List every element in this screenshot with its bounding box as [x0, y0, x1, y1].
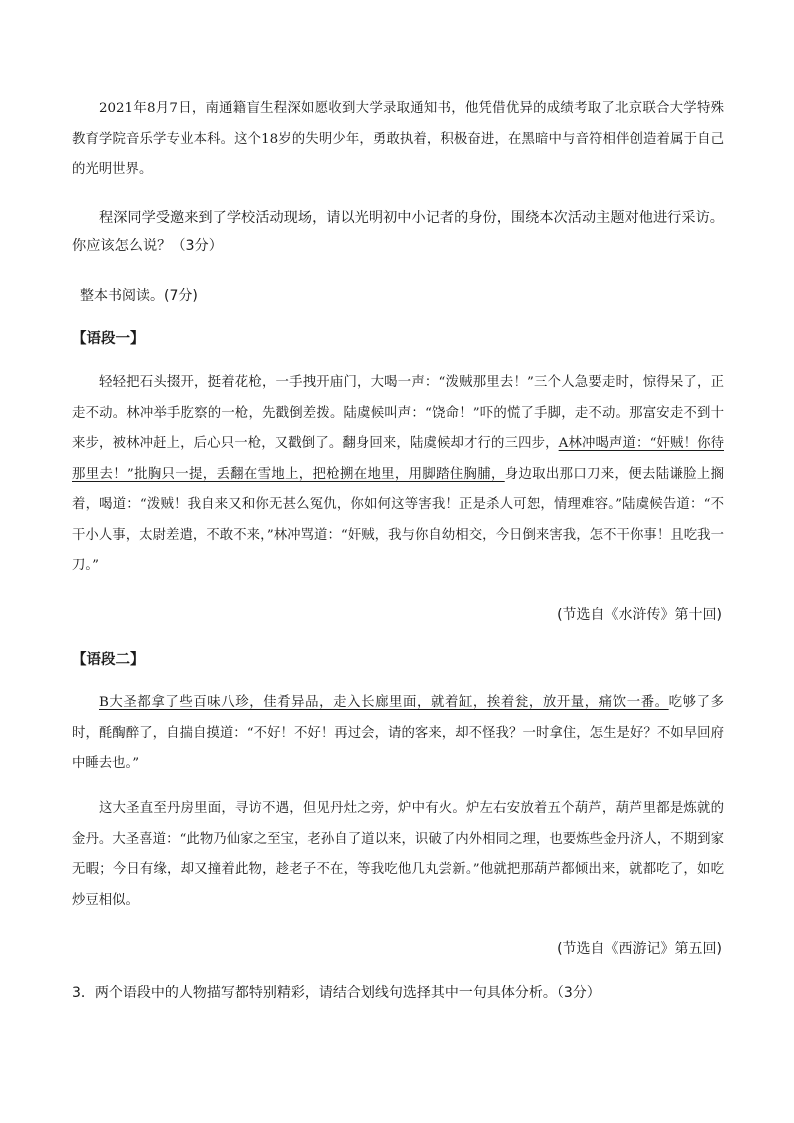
section2-paragraph-2: 这大圣直至丹房里面，寻访不遇，但见丹灶之旁，炉中有火。炉左右安放着五个葫芦，葫芦里都是炼就的金丹。大圣喜道：“此物乃仙家之至宝，老孙自了道以来，识破了内外相同之理，也要炼些金丹济人，不期到家无暇；今日有缘，却又撞着此物，趁老子不在，等我吃他几丸尝新。”他就把那葫芦都倾出来，就都吃了，如吃炒豆相似。 — [72, 801, 724, 908]
underlined-sentence-a: A林冲喝声道：“奸贼！你待那里去！”批胸只一提，丢翻在雪地上，把枪搠在地里，用脚踏住胸脯， — [72, 436, 724, 482]
section1-text-before: 轻轻把石头掇开，挺着花枪，一手拽开庙门，大喝一声：“泼贼那里去！”三个人急要走时，惊得呆了，正走不动。林冲举手肐察的一枪，先戳倒差拨。陆虞候叫声：“饶命！”吓的慌了手脚，走不动。那富安走不到十来步，被林冲赶上，后心只一枪，又戳倒了。翻身回来，陆虞候却才行的三四步， — [72, 375, 724, 451]
section2-source: (节选自《西游记》第五回) — [557, 941, 722, 957]
section2-text-after: 吃够了多时，酕醄醉了，自揣自摸道：“不好！不好！再过会，请的客来，却不怪我？一时拿住，怎生是好？不如早回府中睡去也。” — [72, 695, 725, 771]
intro-paragraph: 2021年8月7日，南通籍盲生程深如愿收到大学录取通知书，他凭借优异的成绩考取了北京联合大学特殊教育学院音乐学专业本科。这个18岁的失明少年，勇敢执着，积极奋进，在黑暗中与音符相伴创造着属于自己的光明世界。 — [72, 101, 724, 177]
section1-source: (节选自《水浒传》第十回) — [557, 607, 722, 623]
question-3: 3．两个语段中的人物描写都特别精彩，请结合划线句选择其中一句具体分析。（3分） — [72, 985, 601, 1001]
whole-book-reading-title: 整本书阅读。(7分) — [80, 288, 198, 304]
section2-paragraph-1 — [72, 688, 724, 780]
underlined-sentence-b: B大圣都拿了些百味八珍，佳肴异品，走入长廊里面，就着缸，挨着瓮，放开量，痛饮一番。 — [99, 695, 669, 710]
section1-text-after: 身边取出那口刀来，便去陆谦脸上搁着，喝道：“泼贼！我自来又和你无甚么冤仇，你如何这等害我！正是杀人可恕，情理难容。”陆虞候告道：“不干小人事，太尉差遣，不敢不来，”林冲骂道：“奸贼，我与你自幼相交，今日倒来害我，怎不干你事！且吃我一刀。” — [72, 466, 725, 573]
section1-paragraph — [72, 368, 724, 582]
section1-heading: 【语段一】 — [72, 331, 145, 347]
section2-heading: 【语段二】 — [72, 652, 145, 668]
interview-question: 程深同学受邀来到了学校活动现场，请以光明初中小记者的身份，围绕本次活动主题对他进行采访。你应该怎么说？（3分） — [72, 210, 724, 254]
